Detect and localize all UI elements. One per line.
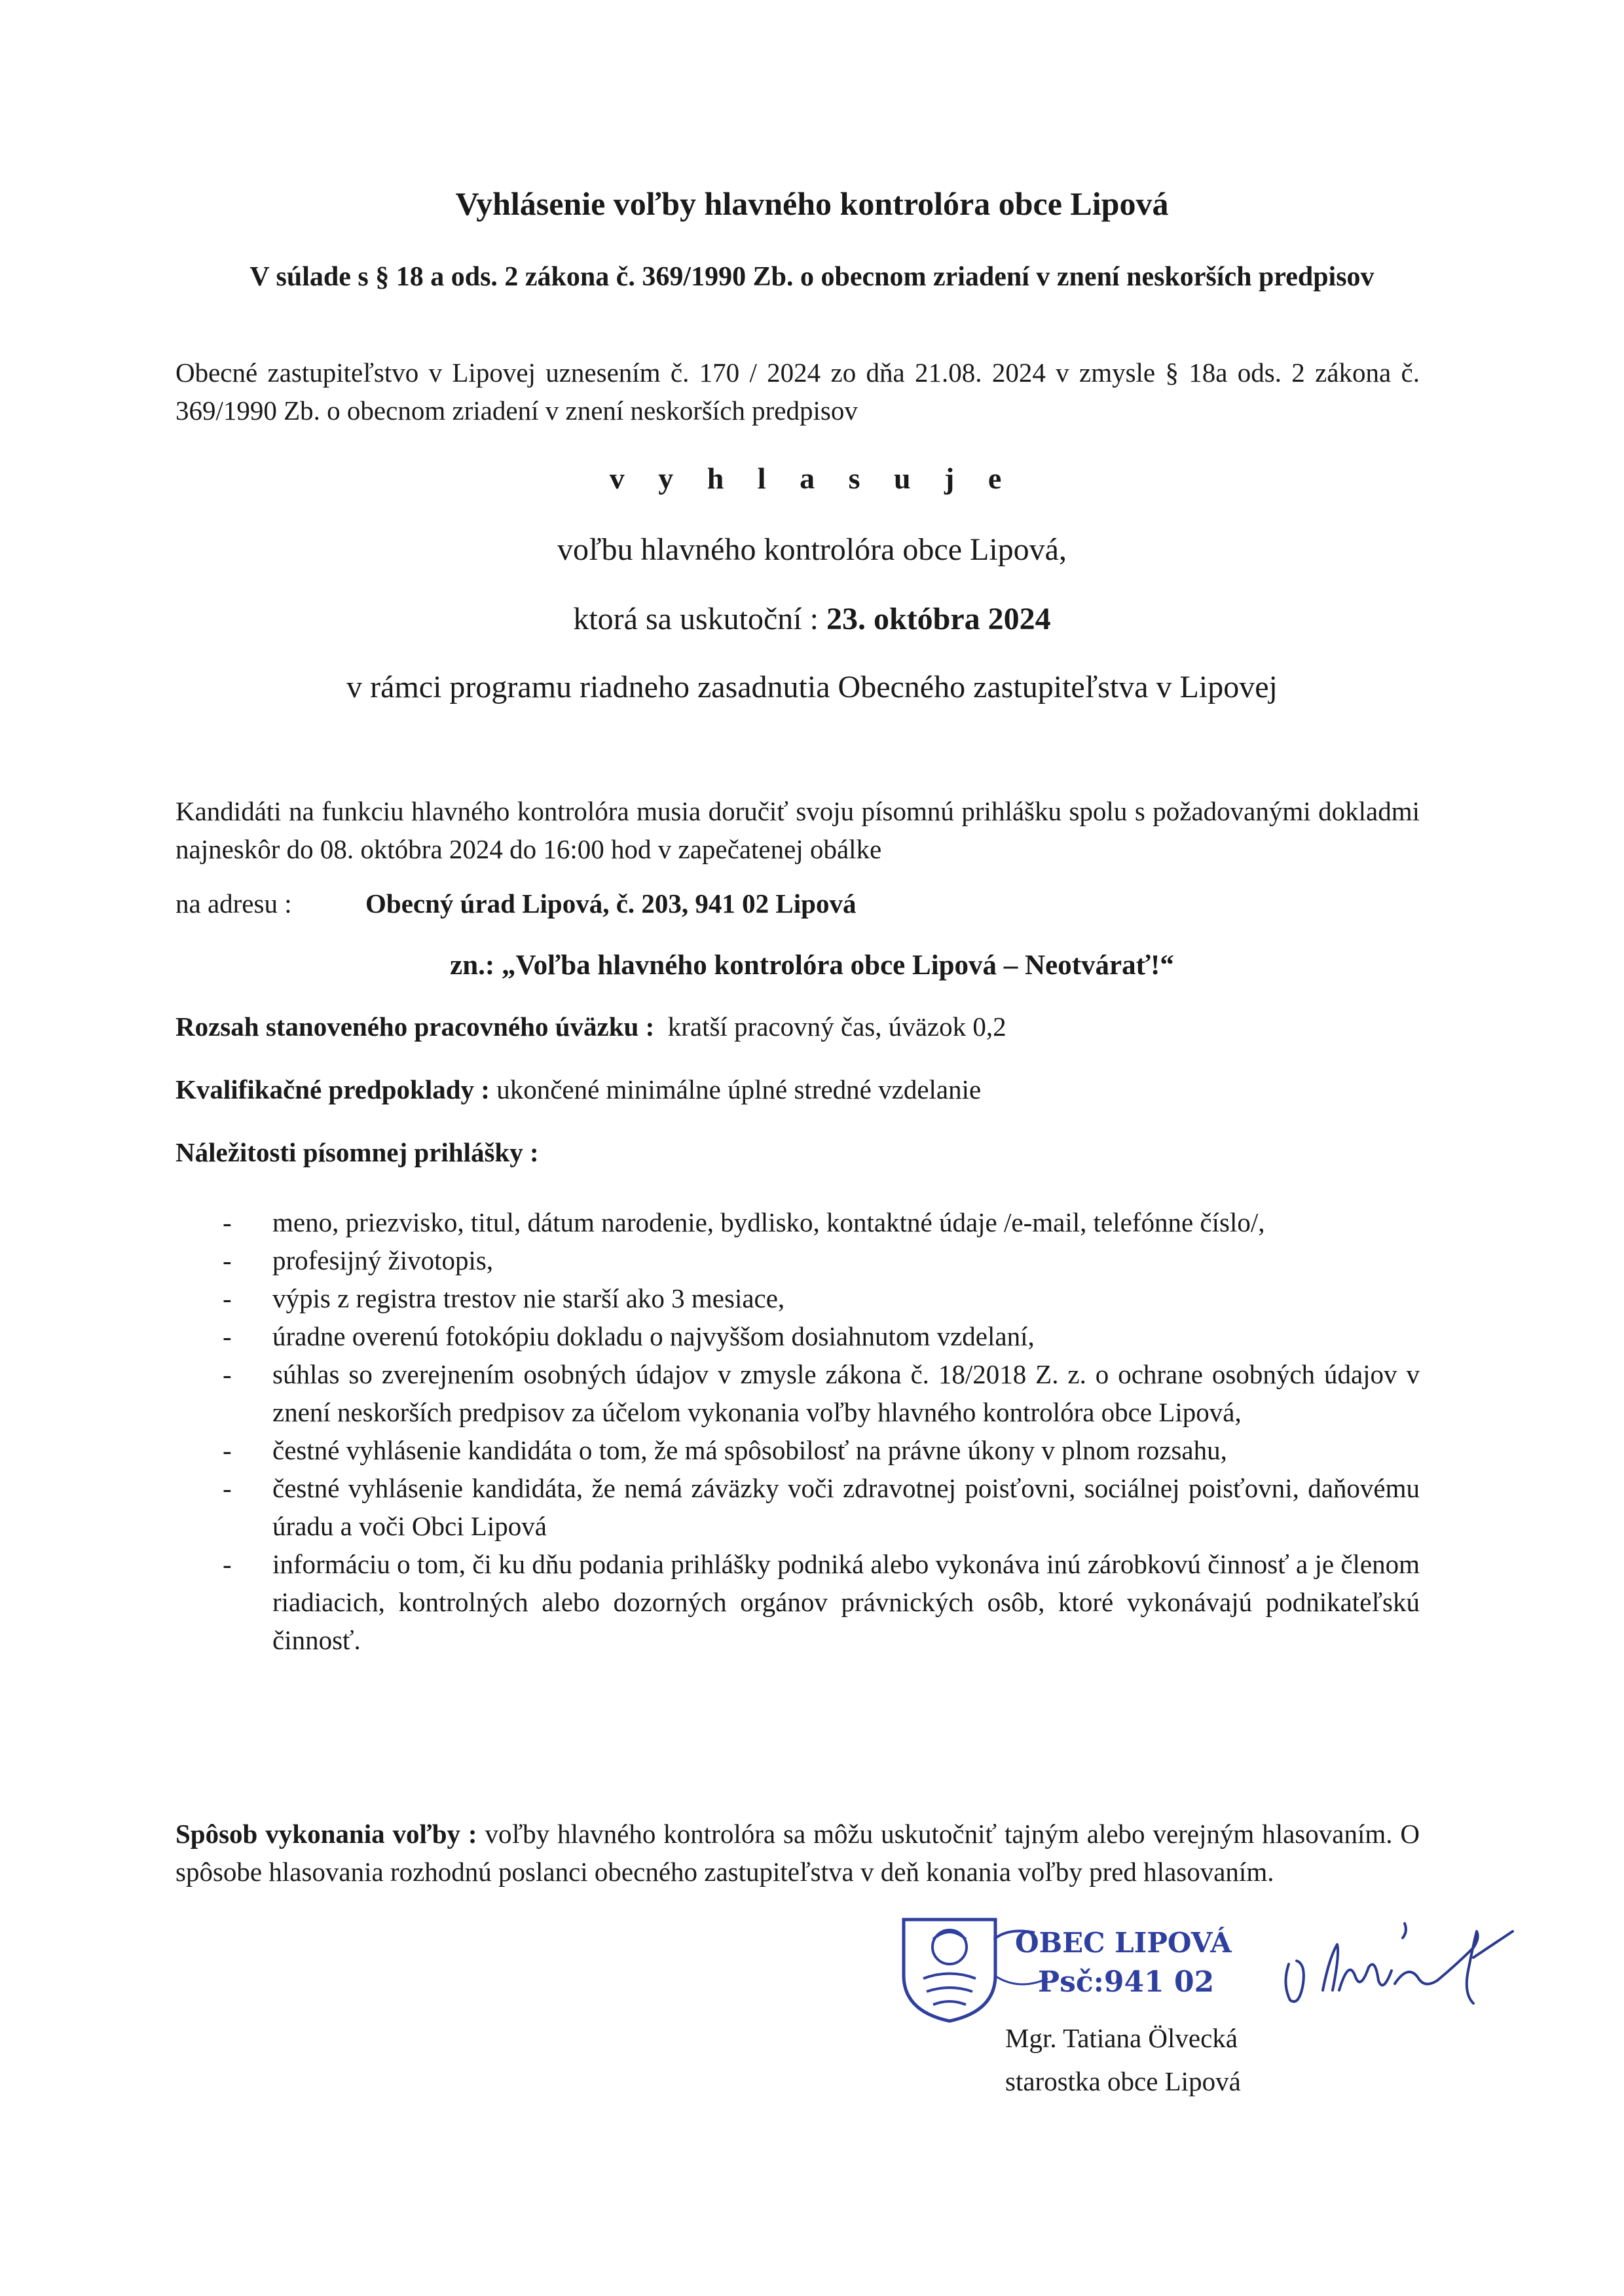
signatory-block	[1005, 2016, 1241, 2103]
list-bullet: -	[223, 1435, 232, 1465]
intro-paragraph: Obecné zastupiteľstvo v Lipovej uznesením č. 170 / 2024 zo dňa 21.08. 2024 v zmysle § 18a ods. 2 zákona č. 369/1990 Zb. o obecnom zriadení v znení neskorších predpisov	[175, 357, 1420, 426]
list-item	[175, 1279, 1420, 1317]
handwritten-signature	[1277, 1918, 1539, 2016]
list-bullet: -	[223, 1283, 232, 1313]
requirement-text: úradne overenú fotokópiu dokladu o najvyššom dosiahnutom vzdelaní,	[272, 1321, 1035, 1351]
voting-method-paragraph	[175, 1815, 1420, 1891]
qualification-value: ukončené minimálne úplné stredné vzdelanie	[496, 1074, 982, 1104]
requirements-list	[175, 1203, 1420, 1659]
list-bullet: -	[223, 1473, 232, 1503]
requirement-text: súhlas so zverejnením osobných údajov v zmysle zákona č. 18/2018 Z. z. o ochrane osobných údajov v znení neskorších predpisov za účelom vykonania voľby hlavného kontrolóra obce Lipová,	[272, 1359, 1420, 1427]
signatory-name: Mgr. Tatiana Ölvecká	[1005, 2023, 1238, 2053]
document-title: Vyhlásenie voľby hlavného kontrolóra obce Lipová	[455, 185, 1169, 222]
stamp-line-2: Psč:941 02	[1038, 1965, 1215, 1999]
list-item	[175, 1203, 1420, 1241]
workload-row	[175, 1011, 1006, 1042]
requirement-text: profesijný životopis,	[272, 1245, 494, 1275]
election-line: voľbu hlavného kontrolóra obce Lipová,	[557, 532, 1067, 567]
qualification-row	[175, 1074, 981, 1105]
municipal-stamp	[897, 1913, 1270, 2024]
list-bullet: -	[223, 1549, 232, 1579]
candidates-paragraph: Kandidáti na funkciu hlavného kontrolóra musia doručiť svoju písomnú prihlášku spolu s požadovanými dokladmi najneskôr do 08. októbra 2024 do 16:00 hod v zapečatenej obálke	[175, 796, 1420, 864]
requirement-text: informáciu o tom, či ku dňu podania prihlášky podniká alebo vykonáva inú zárobkovú činnosť a je členom riadiacich, kontrolných alebo dozorných orgánov právnických osôb, ktoré vykonávajú podnikateľskú činnosť.	[272, 1549, 1420, 1655]
list-item	[175, 1241, 1420, 1279]
workload-value: kratší pracovný čas, úväzok 0,2	[667, 1011, 1006, 1042]
stamp-line-1: OBEC LIPOVÁ	[1015, 1927, 1232, 1959]
requirement-text: výpis z registra trestov nie starší ako 3 mesiace,	[272, 1283, 785, 1313]
voting-method-label: Spôsob vykonania voľby :	[175, 1819, 477, 1849]
address-label: na adresu :	[175, 888, 292, 919]
address-value: Obecný úrad Lipová, č. 203, 941 02 Lipová	[365, 888, 857, 919]
list-bullet: -	[223, 1321, 232, 1351]
program-line: v rámci programu riadneho zasadnutia Obecného zastupiteľstva v Lipovej	[346, 670, 1278, 704]
requirements-heading: Náležitosti písomnej prihlášky :	[175, 1137, 539, 1167]
qualification-label: Kvalifikačné predpoklady :	[175, 1074, 490, 1104]
law-reference: V súlade s § 18 a ods. 2 zákona č. 369/1990 Zb. o obecnom zriadení v znení neskorších predpisov	[249, 262, 1375, 292]
requirement-text: čestné vyhlásenie kandidáta o tom, že má spôsobilosť na právne úkony v plnom rozsahu,	[272, 1435, 1227, 1465]
list-item	[175, 1469, 1420, 1545]
list-bullet: -	[223, 1245, 232, 1275]
requirement-text: čestné vyhlásenie kandidáta, že nemá záväzky voči zdravotnej poisťovni, sociálnej poisťovni, daňovému úradu a voči Obci Lipová	[272, 1473, 1420, 1541]
list-bullet: -	[223, 1359, 232, 1389]
workload-label: Rozsah stanoveného pracovného úväzku :	[175, 1011, 655, 1042]
election-date: 23. októbra 2024	[826, 602, 1051, 636]
list-item	[175, 1355, 1420, 1431]
requirement-text: meno, priezvisko, titul, dátum narodenie, bydlisko, kontaktné údaje /e-mail, telefónne číslo/,	[272, 1207, 1265, 1237]
voting-method-text: voľby hlavného kontrolóra sa môžu uskutočniť tajným alebo verejným hlasovaním. O spôsobe hlasovania rozhodnú poslanci obecného zastupiteľstva v deň konania voľby pred hlasovaním.	[175, 1819, 1420, 1887]
envelope-mark: zn.: „Voľba hlavného kontrolóra obce Lipová – Neotvárať!“	[450, 950, 1174, 981]
signatory-role: starostka obce Lipová	[1005, 2066, 1241, 2096]
announces-heading: v y h l a s u j e	[609, 462, 1015, 495]
list-item	[175, 1431, 1420, 1469]
address-line	[175, 888, 856, 919]
election-date-line	[0, 601, 1624, 637]
list-bullet: -	[223, 1207, 232, 1237]
list-item	[175, 1317, 1420, 1355]
list-item	[175, 1545, 1420, 1659]
date-prefix: ktorá sa uskutoční :	[573, 602, 826, 636]
